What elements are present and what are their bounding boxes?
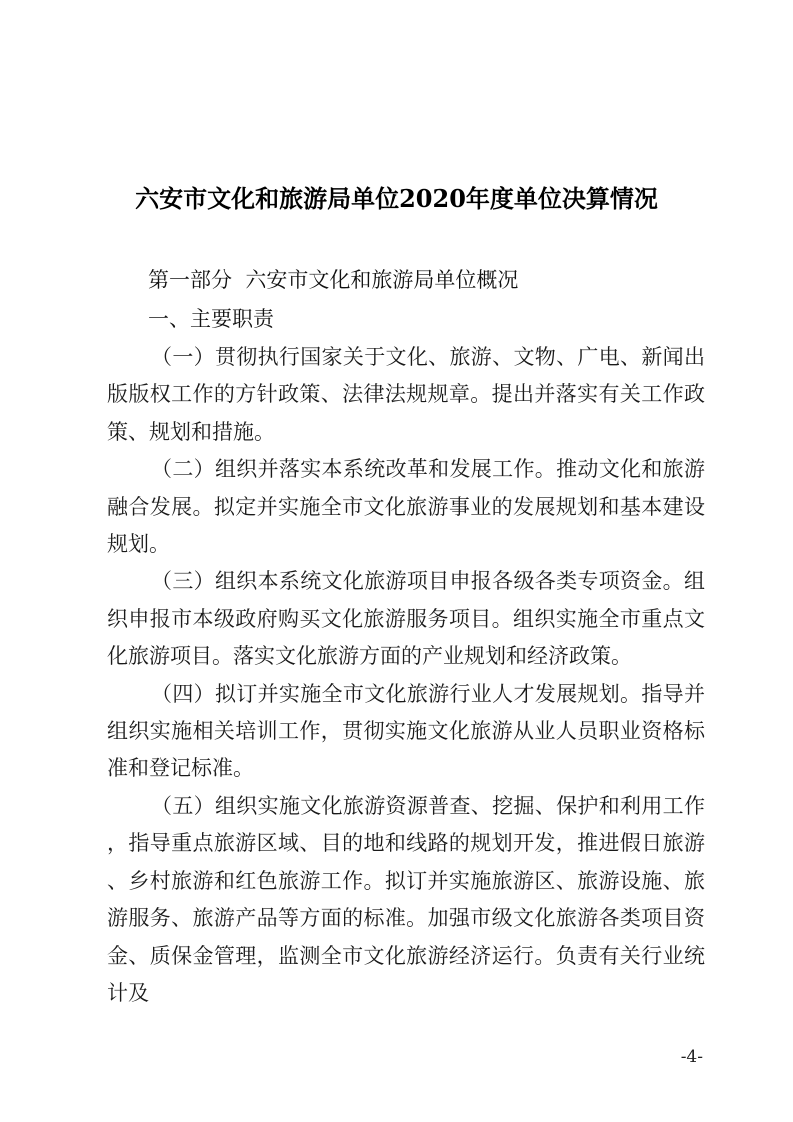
paragraph-1: （一）贯彻执行国家关于文化、旅游、文物、广电、新闻出版版权工作的方针政策、法律法规规章。提出并落实有关工作政策、规划和措施。 <box>107 345 705 444</box>
section-heading: 一、主要职责 <box>148 307 274 331</box>
headings <box>148 261 708 339</box>
page-footer <box>0 1046 793 1076</box>
part-heading: 第一部分 六安市文化和旅游局单位概况 <box>148 268 519 292</box>
paragraph-4: （四）拟订并实施全市文化旅游行业人才发展规划。指导并组织实施相关培训工作，贯彻实施文化旅游从业人员职业资格标准和登记标准。 <box>107 681 705 781</box>
paragraph-5: （五）组织实施文化旅游资源普查、挖掘、保护和利用工作，指导重点旅游区域、目的地和线路的规划开发，推进假日旅游、乡村旅游和红色旅游工作。拟订并实施旅游区、旅游设施、旅游服务、旅游产品等方面的标准。加强市级文化旅游各类项目资金、质保金管理，监测全市文化旅游经济运行。负责有关行业统计及 <box>107 793 705 1005</box>
paragraph-3: （三）组织本系统文化旅游项目申报各级各类专项资金。组织申报市本级政府购买文化旅游服务项目。组织实施全市重点文化旅游项目。落实文化旅游方面的产业规划和经济政策。 <box>107 569 705 669</box>
page-number: -4- <box>680 1047 703 1067</box>
document-title: 六安市文化和旅游局单位2020年度单位决算情况 <box>135 184 658 213</box>
document-body <box>107 339 705 1012</box>
paragraph-2: （二）组织并落实本系统改革和发展工作。推动文化和旅游融合发展。拟定并实施全市文化旅游事业的发展规划和基本建设规划。 <box>107 457 705 557</box>
